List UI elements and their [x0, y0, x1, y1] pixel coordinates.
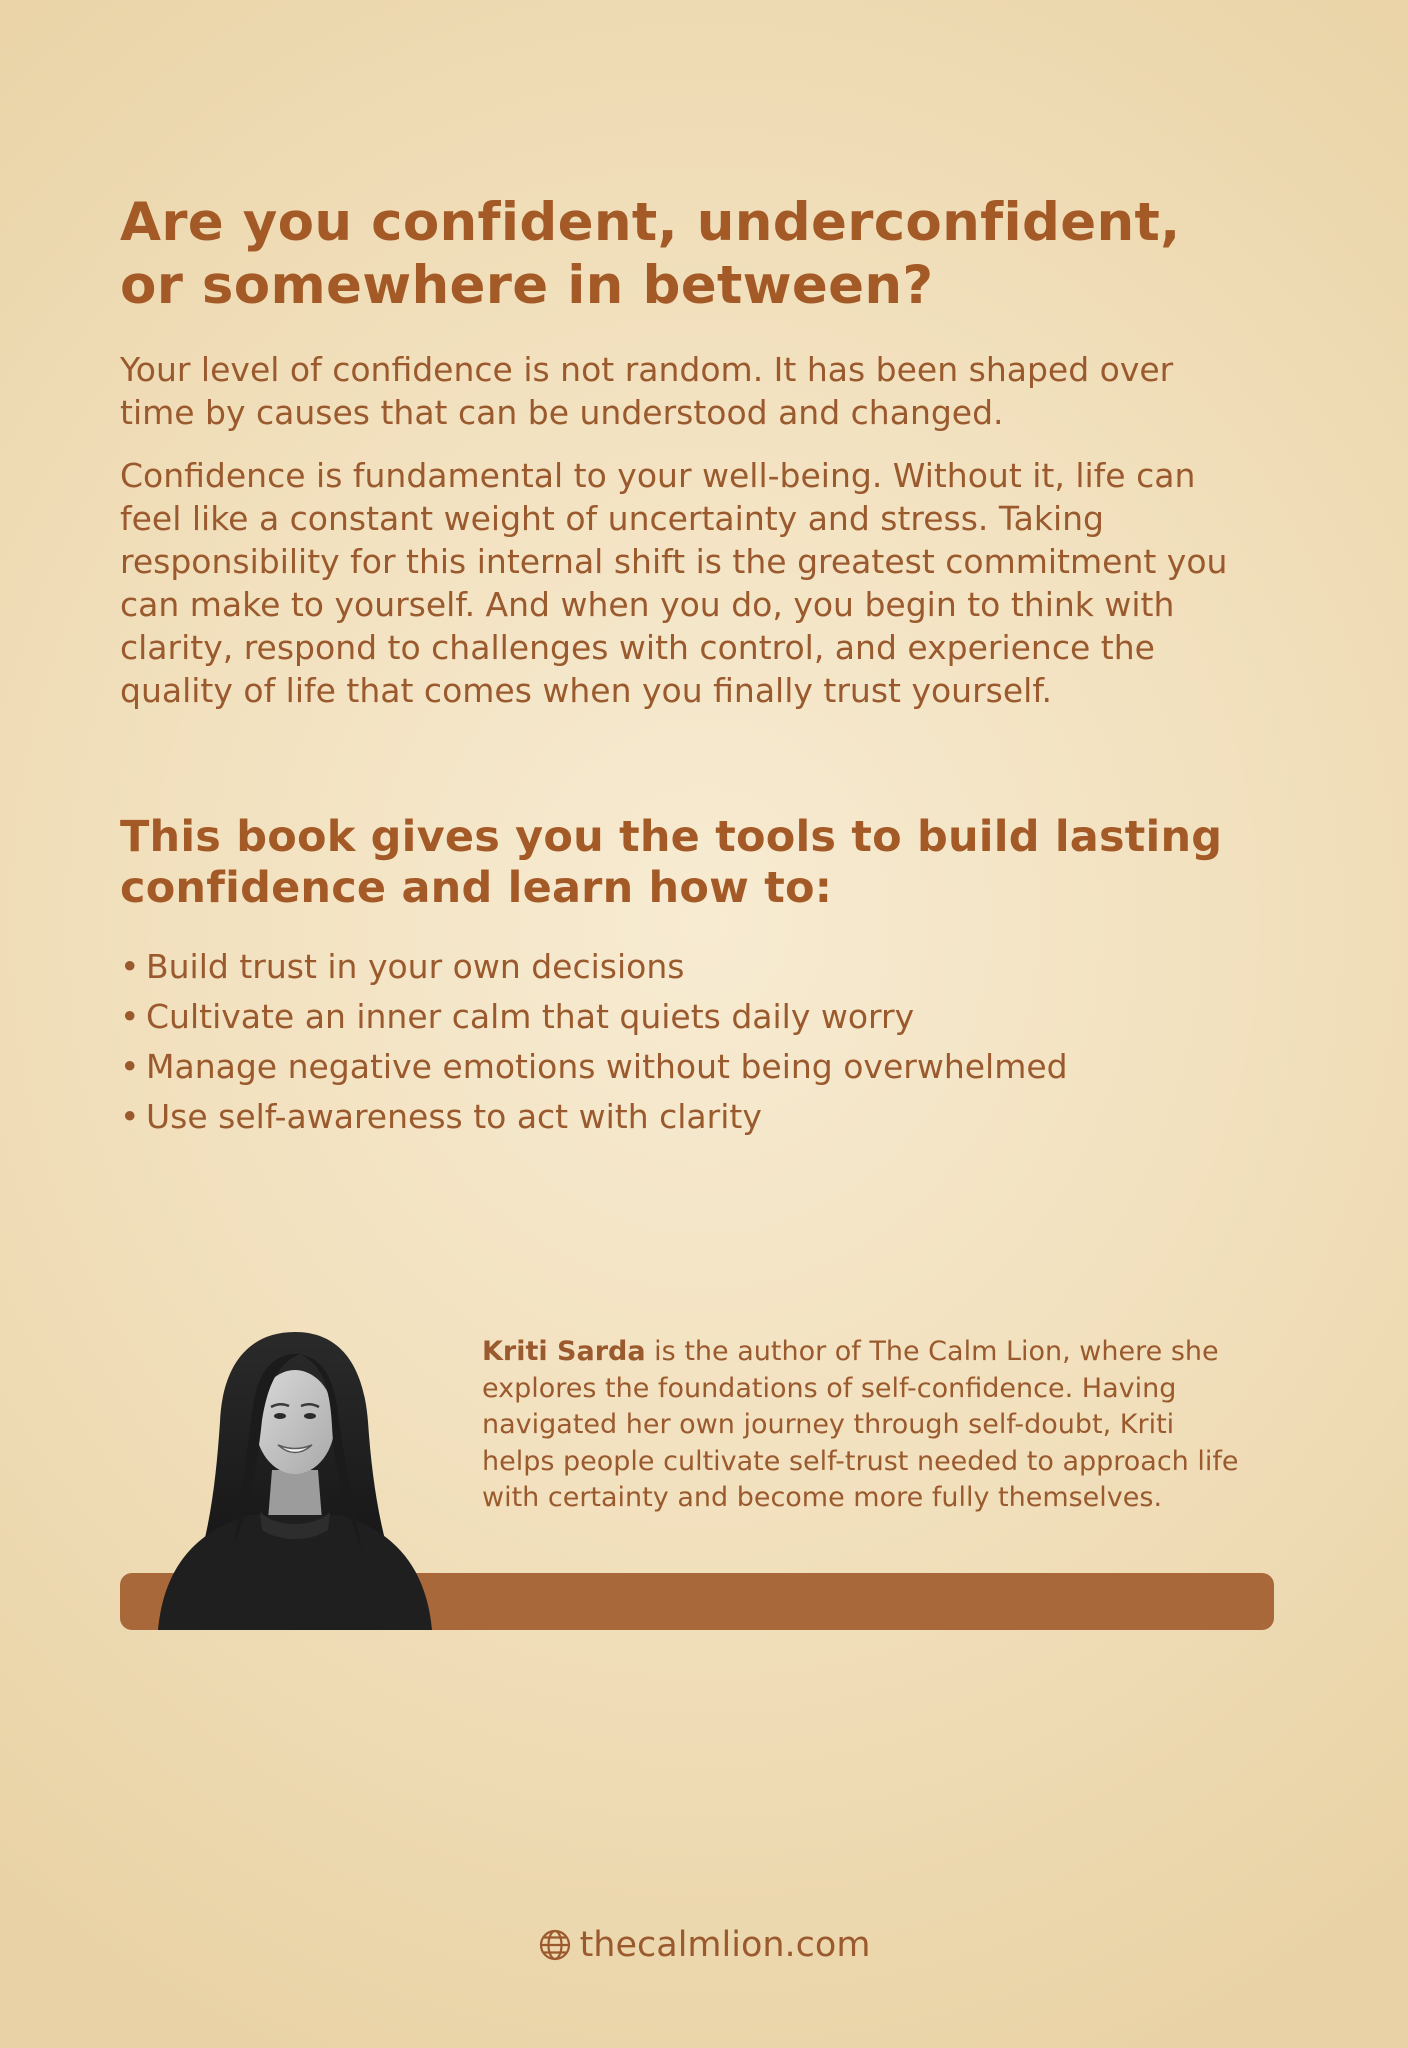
body-paragraph: Confidence is fundamental to your well-being. Without it, life can feel like a constant weight of uncertainty and stress. Taking responsibility for this internal shift is the greatest commitment you can make to yourself. And when you do, you begin to think with clarity, respond to challenges with control, and experience the quality of life that comes when you finally trust yourself. — [120, 456, 1228, 710]
list-item-text: Build trust in your own decisions — [146, 947, 685, 986]
globe-icon — [538, 1928, 572, 1971]
bullet-icon: • — [120, 1097, 140, 1136]
bullet-icon: • — [120, 1047, 140, 1086]
tools-heading-line-1: This book gives you the tools to build lasting — [120, 812, 1223, 862]
list-item-text: Cultivate an inner calm that quiets daily worry — [146, 997, 915, 1036]
author-bio-text: is the author of The Calm Lion, where she explores the foundations of self-confidence. Having navigated her own journey through self-doubt, Kriti helps people cultivate self-trust needed to approach life with certainty and become more fully themselves. — [482, 1336, 1239, 1513]
tools-heading — [120, 812, 1300, 913]
list-item — [120, 992, 1300, 1042]
bullet-icon: • — [120, 997, 140, 1036]
tools-heading-line-2: confidence and learn how to: — [120, 862, 833, 913]
footer — [0, 1925, 1408, 1971]
benefits-list — [120, 942, 1300, 1142]
intro-paragraph: Your level of confidence is not random. It has been shaped over time by causes that can be understood and changed. — [120, 350, 1174, 432]
list-item-text: Manage negative emotions without being overwhelmed — [146, 1047, 1068, 1086]
main-heading-line-1: Are you confident, underconfident, — [120, 192, 1181, 253]
author-bio — [482, 1334, 1242, 1517]
author-name: Kriti Sarda — [482, 1336, 646, 1367]
author-photo — [150, 1330, 440, 1630]
list-item-text: Use self-awareness to act with clarity — [146, 1097, 762, 1136]
main-heading-line-2: or somewhere in between? — [120, 254, 934, 316]
list-item — [120, 942, 1300, 992]
bullet-icon: • — [120, 947, 140, 986]
main-heading — [120, 192, 1300, 317]
list-item — [120, 1042, 1300, 1092]
list-item — [120, 1092, 1300, 1142]
website-link[interactable]: thecalmlion.com — [579, 1925, 871, 1965]
